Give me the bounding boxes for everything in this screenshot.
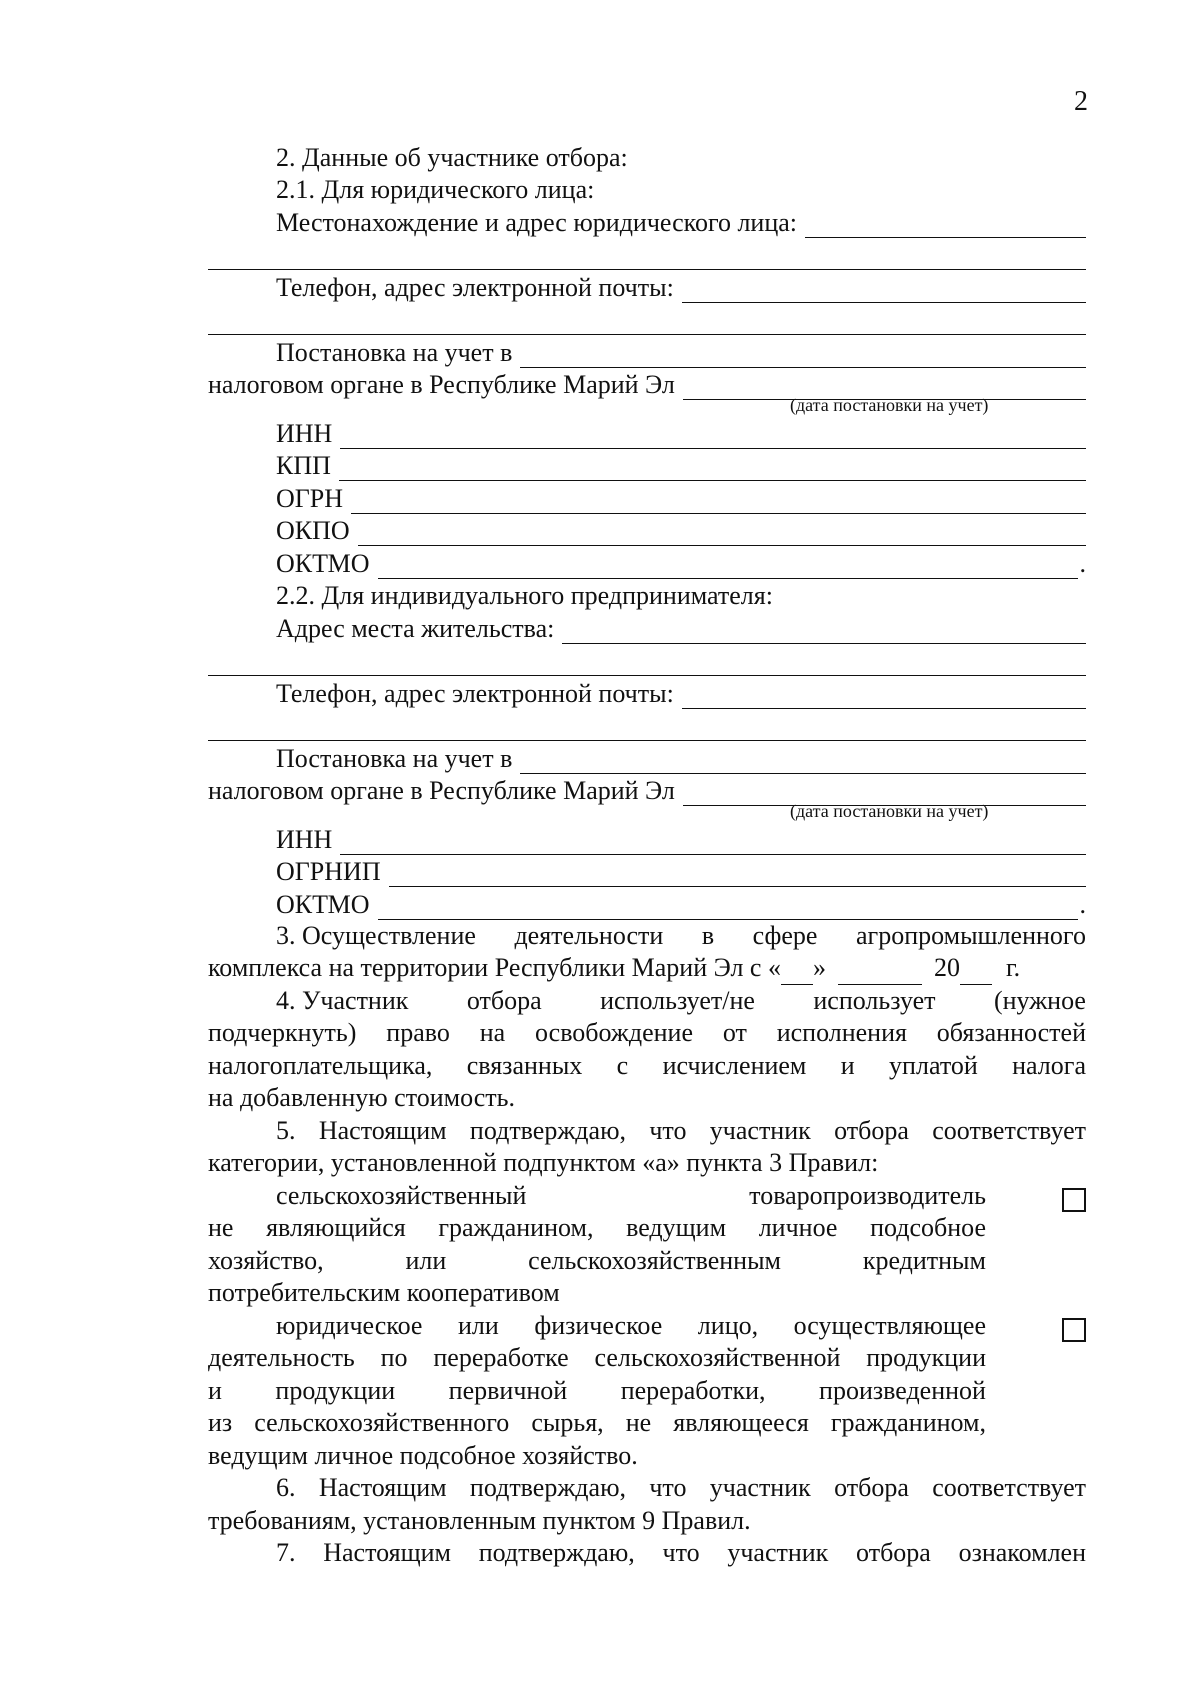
section-3-line-1: 3. Осуществление деятельности в сфере агропромышленного	[276, 920, 1086, 950]
ip-address-field-continued[interactable]	[208, 644, 1086, 677]
legal-okpo-label: ОКПО	[276, 516, 350, 545]
option-1-line-4: потребительским кооперативом	[208, 1278, 560, 1307]
section-5	[208, 1115, 1086, 1180]
legal-address-row	[208, 205, 1086, 238]
section-4-line-4: на добавленную стоимость.	[208, 1083, 515, 1112]
ip-contacts-field-continued[interactable]	[208, 709, 1086, 742]
ip-oktmo-label: ОКТМО	[276, 889, 370, 919]
ip-inn-row	[208, 822, 1086, 855]
legal-registration-row-1	[208, 335, 1086, 368]
legal-okpo-row	[208, 514, 1086, 547]
legal-inn-label: ИНН	[276, 418, 333, 448]
legal-registration-label-1: Постановка на учет в	[276, 337, 513, 367]
section-4	[208, 985, 1086, 1115]
legal-registration-caption: (дата постановки на учет)	[790, 395, 989, 415]
legal-contacts-field[interactable]	[682, 280, 1086, 303]
section-7	[208, 1537, 1086, 1570]
category-option-2	[208, 1310, 1086, 1473]
section-3-line-2: комплекса на территории Республики Марий Эл с « » 20 г.	[208, 952, 1086, 985]
legal-oktmo-row: ОКТМО .	[276, 548, 1086, 578]
form-content	[208, 140, 1086, 1570]
ip-address-field[interactable]	[562, 621, 1086, 644]
section-4-line-3: налогоплательщика, связанных с исчислением и уплатой налога	[208, 1050, 1086, 1080]
section-5-line-2: категории, установленной подпунктом «а» пункта 3 Правил:	[208, 1148, 879, 1177]
section-2-2-heading: 2.2. Для индивидуального предпринимателя:	[276, 581, 773, 610]
ip-registration-row-1	[208, 741, 1086, 774]
page-number: 2	[1074, 86, 1088, 117]
legal-address-label: Местонахождение и адрес юридического лица:	[276, 207, 798, 237]
ip-address-row	[208, 611, 1086, 644]
category-option-2-checkbox[interactable]	[1062, 1318, 1086, 1342]
section-2-heading: 2. Данные об участнике отбора:	[276, 142, 628, 172]
section-2-1-heading: 2.1. Для юридического лица:	[276, 175, 595, 204]
ip-ogrnip-field[interactable]	[389, 864, 1086, 887]
ip-contacts-row	[208, 676, 1086, 709]
ip-oktmo-field[interactable]	[378, 897, 1078, 920]
option-2-line-2: деятельность по переработке сельскохозяйственной продукции	[208, 1343, 986, 1372]
section-7-line-1: 7. Настоящим подтверждаю, что участник отбора ознакомлен	[276, 1538, 1086, 1567]
section-5-line-1: 5. Настоящим подтверждаю, что участник отбора соответствует	[276, 1115, 1086, 1145]
ip-contacts-label: Телефон, адрес электронной почты:	[276, 678, 674, 708]
section-6-line-2: требованиям, установленным пунктом 9 Правил.	[208, 1505, 751, 1535]
section-6-line-1: 6. Настоящим подтверждаю, что участник отбора соответствует	[276, 1473, 1086, 1502]
legal-kpp-field[interactable]	[339, 458, 1086, 481]
legal-registration-label-2: налоговом органе в Республике Марий Эл	[208, 370, 675, 399]
legal-ogrn-field[interactable]	[351, 491, 1086, 514]
legal-registration-caption-row	[208, 395, 1086, 416]
section-3	[208, 920, 1086, 985]
ip-oktmo-row: ОКТМО .	[276, 889, 1086, 919]
category-option-1-checkbox[interactable]	[1062, 1188, 1086, 1212]
option-1-line-2: не являющийся гражданином, ведущим личное подсобное	[208, 1213, 986, 1242]
section-4-line-2: подчеркнуть) право на освобождение от исполнения обязанностей	[208, 1018, 1086, 1047]
legal-kpp-row	[208, 449, 1086, 482]
ip-ogrnip-row	[208, 855, 1086, 888]
legal-contacts-field-continued[interactable]	[208, 303, 1086, 336]
ip-registration-caption-row	[208, 801, 1086, 822]
ip-ogrnip-label: ОГРНИП	[276, 857, 381, 886]
activity-start-month-field[interactable]	[838, 962, 922, 985]
legal-ogrn-label: ОГРН	[276, 483, 344, 513]
ip-registration-label-2: налоговом органе в Республике Марий Эл	[208, 776, 675, 805]
legal-inn-row	[208, 416, 1086, 449]
legal-address-field[interactable]	[805, 215, 1086, 238]
option-1-line-1: сельскохозяйственный товаропроизводитель	[276, 1180, 986, 1210]
legal-address-field-continued[interactable]	[208, 238, 1086, 271]
option-2-line-4: из сельскохозяйственного сырья, не являющееся гражданином,	[208, 1408, 986, 1437]
ip-inn-field[interactable]	[340, 832, 1086, 855]
section-6	[208, 1472, 1086, 1537]
option-2-line-1: юридическое или физическое лицо, осуществляющее	[276, 1310, 986, 1340]
option-2-line-5: ведущим личное подсобное хозяйство.	[208, 1440, 638, 1470]
activity-start-day-field[interactable]	[781, 962, 813, 985]
category-option-1	[208, 1180, 1086, 1310]
legal-kpp-label: КПП	[276, 451, 331, 480]
legal-ogrn-row	[208, 481, 1086, 514]
option-2-line-3: и продукции первичной переработки, произведенной	[208, 1375, 986, 1405]
option-1-line-3: хозяйство, или сельскохозяйственным кредитным	[208, 1245, 986, 1275]
legal-inn-field[interactable]	[340, 426, 1086, 449]
ip-inn-label: ИНН	[276, 824, 333, 854]
legal-contacts-label: Телефон, адрес электронной почты:	[276, 272, 674, 302]
legal-oktmo-label: ОКТМО	[276, 548, 370, 578]
ip-registration-label-1: Постановка на учет в	[276, 743, 513, 773]
ip-tax-authority-field[interactable]	[520, 751, 1086, 774]
section-4-line-1: 4. Участник отбора использует/не использует (нужное	[276, 985, 1086, 1015]
legal-oktmo-field[interactable]	[378, 556, 1078, 579]
ip-contacts-field[interactable]	[682, 686, 1086, 709]
legal-okpo-field[interactable]	[358, 523, 1086, 546]
legal-tax-authority-field[interactable]	[520, 345, 1086, 368]
legal-contacts-row	[208, 270, 1086, 303]
ip-registration-caption: (дата постановки на учет)	[790, 801, 989, 821]
ip-address-label: Адрес места жительства:	[276, 613, 555, 643]
activity-start-year-field[interactable]	[960, 962, 992, 985]
